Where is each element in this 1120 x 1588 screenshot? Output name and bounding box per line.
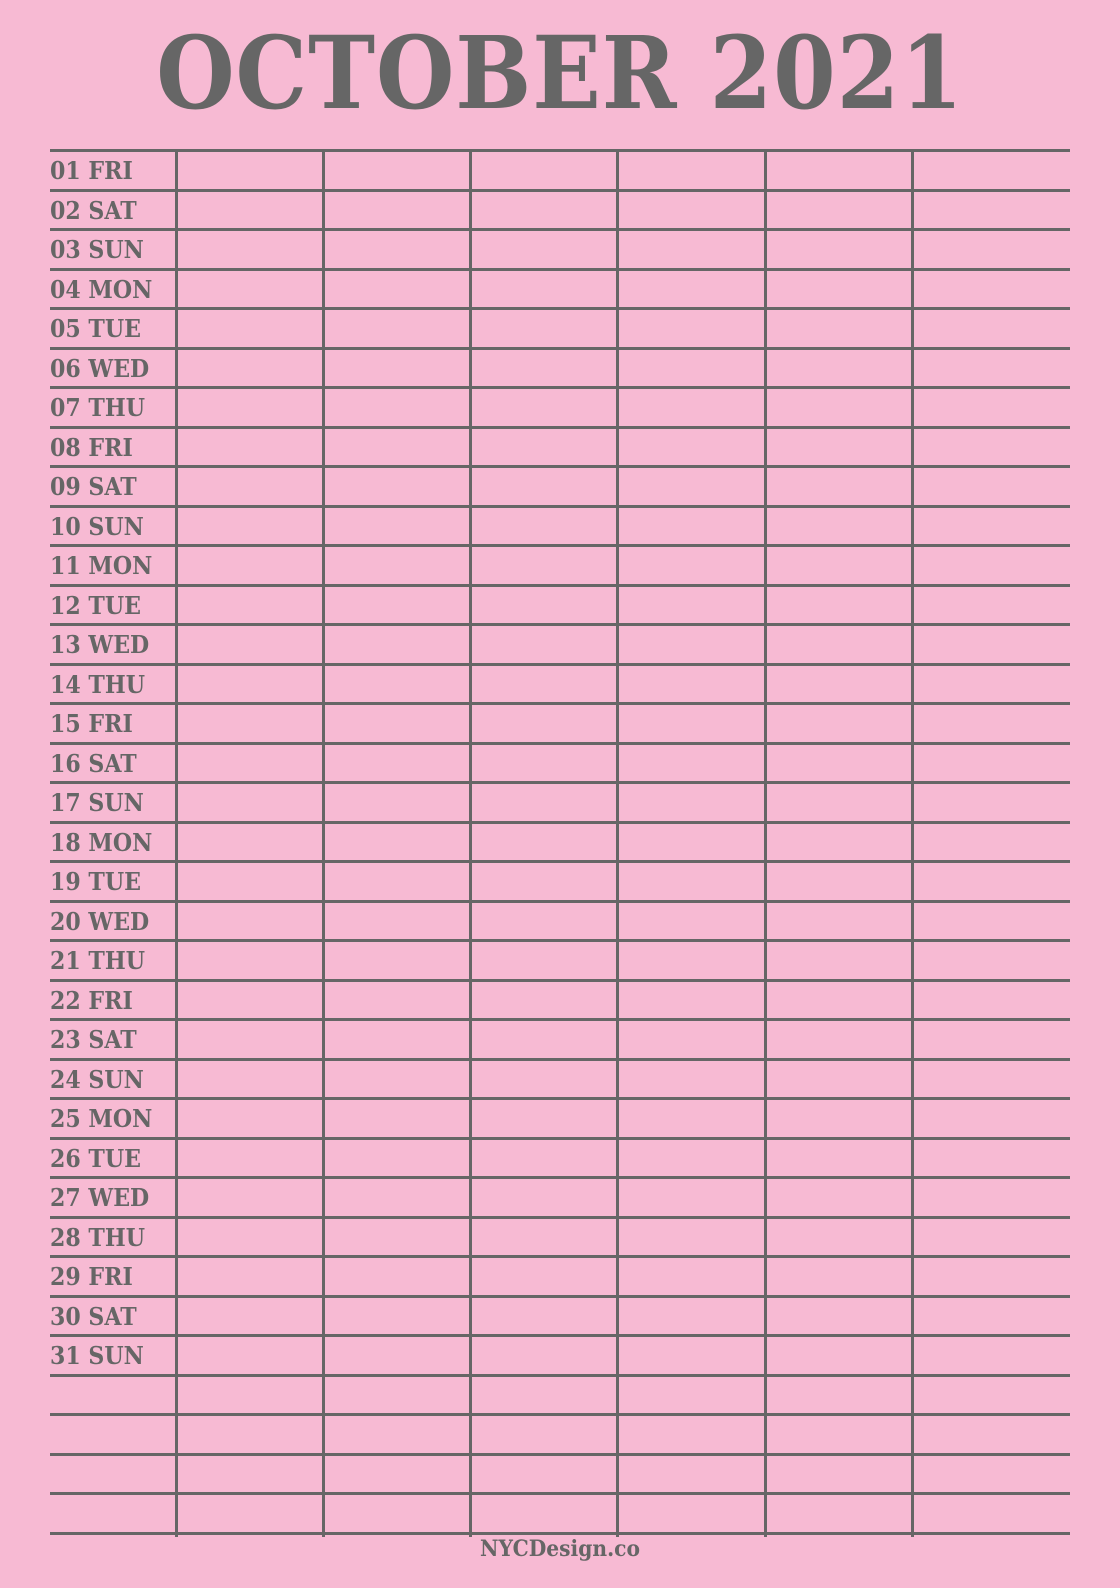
day-label: 16 SAT — [50, 749, 137, 778]
row-divider — [50, 979, 1070, 982]
day-label: 19 TUE — [50, 867, 141, 896]
day-label: 04 MON — [50, 275, 153, 304]
column-divider — [322, 151, 325, 1537]
row-divider — [50, 1334, 1070, 1337]
row-divider — [50, 228, 1070, 231]
day-label: 11 MON — [50, 551, 153, 580]
row-divider — [50, 505, 1070, 508]
day-label: 17 SUN — [50, 788, 144, 817]
row-divider — [50, 1216, 1070, 1219]
day-label: 22 FRI — [50, 986, 133, 1015]
day-label: 27 WED — [50, 1183, 150, 1212]
day-label: 24 SUN — [50, 1065, 144, 1094]
day-label: 31 SUN — [50, 1341, 144, 1370]
row-divider — [50, 1255, 1070, 1258]
day-label: 05 TUE — [50, 314, 141, 343]
column-divider — [764, 151, 767, 1537]
row-divider — [50, 1097, 1070, 1100]
day-label: 01 FRI — [50, 156, 133, 185]
row-divider — [50, 189, 1070, 192]
day-label: 23 SAT — [50, 1025, 137, 1054]
row-divider — [50, 742, 1070, 745]
day-label: 14 THU — [50, 670, 145, 699]
day-label: 08 FRI — [50, 433, 133, 462]
row-divider — [50, 1413, 1070, 1416]
row-divider — [50, 307, 1070, 310]
day-label: 03 SUN — [50, 235, 144, 264]
row-divider — [50, 1492, 1070, 1495]
row-divider — [50, 1176, 1070, 1179]
row-divider — [50, 939, 1070, 942]
row-divider — [50, 702, 1070, 705]
day-label: 28 THU — [50, 1223, 145, 1252]
day-label: 29 FRI — [50, 1262, 133, 1291]
row-divider — [50, 149, 1070, 152]
row-divider — [50, 821, 1070, 824]
row-divider — [50, 584, 1070, 587]
day-label: 07 THU — [50, 393, 145, 422]
day-label: 10 SUN — [50, 512, 144, 541]
column-divider — [469, 151, 472, 1537]
row-divider — [50, 347, 1070, 350]
row-divider — [50, 1453, 1070, 1456]
row-divider — [50, 465, 1070, 468]
row-divider — [50, 663, 1070, 666]
row-divider — [50, 623, 1070, 626]
row-divider — [50, 1137, 1070, 1140]
day-label: 06 WED — [50, 354, 150, 383]
day-label: 13 WED — [50, 630, 150, 659]
day-label: 12 TUE — [50, 591, 141, 620]
day-label: 25 MON — [50, 1104, 153, 1133]
day-label: 21 THU — [50, 946, 145, 975]
page-title: OCTOBER 2021 — [156, 14, 964, 132]
column-divider — [911, 151, 914, 1537]
row-divider — [50, 1058, 1070, 1061]
row-divider — [50, 781, 1070, 784]
day-label: 26 TUE — [50, 1144, 141, 1173]
row-divider — [50, 386, 1070, 389]
row-divider — [50, 1018, 1070, 1021]
day-label: 02 SAT — [50, 196, 137, 225]
row-divider — [50, 900, 1070, 903]
column-divider — [616, 151, 619, 1537]
row-divider — [50, 1532, 1070, 1535]
row-divider — [50, 860, 1070, 863]
footer-credit[interactable]: NYCDesign.co — [480, 1536, 640, 1562]
row-divider — [50, 1374, 1070, 1377]
row-divider — [50, 426, 1070, 429]
day-label: 30 SAT — [50, 1302, 137, 1331]
row-divider — [50, 1295, 1070, 1298]
day-label: 09 SAT — [50, 472, 137, 501]
row-divider — [50, 544, 1070, 547]
column-divider — [175, 151, 178, 1537]
day-label: 18 MON — [50, 828, 153, 857]
day-label: 15 FRI — [50, 709, 133, 738]
row-divider — [50, 268, 1070, 271]
day-label: 20 WED — [50, 907, 150, 936]
